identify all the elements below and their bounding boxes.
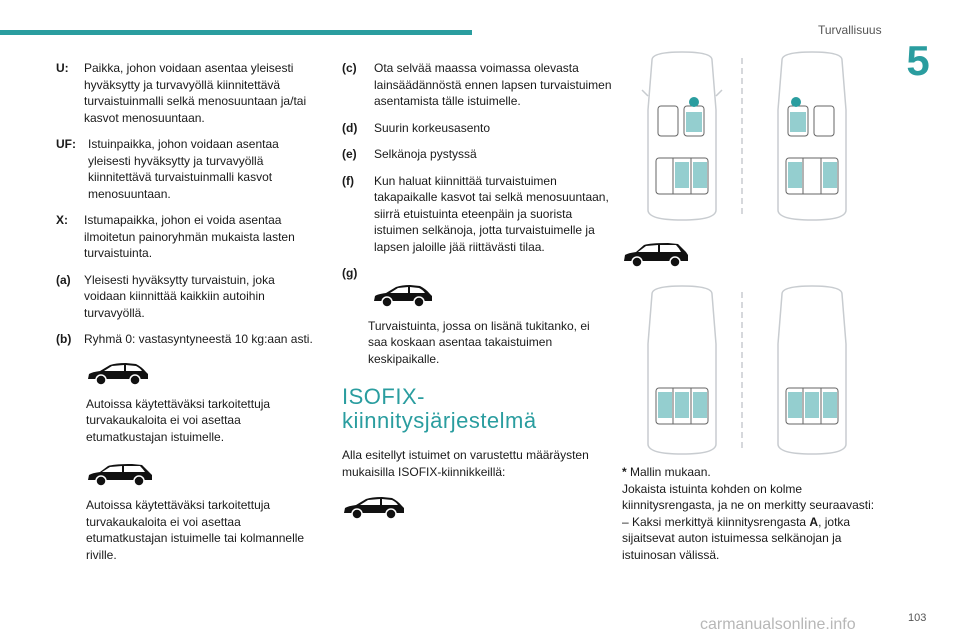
bullet-suffix: , jotka sijaitsevat auton istuimessa selkänojan ja istuinosan välissä. xyxy=(622,514,851,562)
legend-entry xyxy=(342,173,612,256)
legend-entry xyxy=(56,331,318,348)
footnote-line: Jokaista istuinta kohden on kolme kiinnitysrengasta, ja ne on merkitty seuraavasti: xyxy=(622,481,875,512)
note-text: Turvaistuinta, jossa on lisänä tukitanko, ei saa koskaan asentaa takaistuimen keskipaikalle. xyxy=(368,318,590,366)
legend-text: Yleisesti hyväksytty turvaistuin, joka voidaan kiinnittää kaikkiin autoihin turvavyöllä. xyxy=(84,272,275,320)
legend-text: Istumapaikka, johon ei voida asentaa ilmoitetun painoryhmän mukaista lasten turvaistuinta. xyxy=(84,213,295,260)
legend-text: Ota selvää maassa voimassa olevasta lainsäädännöstä ennen lapsen turvaistuimen asentamista tälle istuimelle. xyxy=(374,61,612,108)
car-icon xyxy=(372,284,612,308)
bullet-prefix: – Kaksi merkittyä kiinnitysrengasta xyxy=(622,514,810,529)
car-icon xyxy=(342,496,612,520)
legend-entry xyxy=(56,272,318,322)
legend-text: Ryhmä 0: vastasyntyneestä 10 kg:aan asti. xyxy=(84,332,313,346)
legend-entry xyxy=(56,60,318,126)
car-icon xyxy=(86,463,318,487)
legend-entry xyxy=(342,146,612,163)
legend-entry xyxy=(56,136,318,202)
watermark: carmanualsonline.info xyxy=(700,616,856,633)
isofix-heading-line1: ISOFIX- xyxy=(342,384,425,409)
footnote-star: * xyxy=(622,465,627,479)
note-text: Autoissa käytettäväksi tarkoitettuja turvakaukaloita ei voi asettaa etumatkustajan istuimelle tai kolmannelle riville. xyxy=(86,498,305,562)
legend-text: Istuinpaikka, johon voidaan asentaa yleisesti hyväksytty ja turvavyöllä kiinnitettävä turvaistuinmalli kasvot menosuuntaan. xyxy=(88,137,279,201)
car-icon xyxy=(86,362,318,386)
legend-key: (d) xyxy=(342,120,358,135)
legend-entry xyxy=(342,60,612,110)
middle-column xyxy=(342,60,612,520)
legend-key: U: xyxy=(56,61,69,75)
isofix-heading xyxy=(342,385,612,433)
legend-key: (f) xyxy=(342,173,354,188)
legend-text: Selkänoja pystyssä xyxy=(374,147,477,161)
page-number: 103 xyxy=(908,612,927,624)
chapter-number: 5 xyxy=(906,37,930,84)
legend-entry xyxy=(56,212,318,262)
note-text: Autoissa käytettäväksi tarkoitettuja turvakaukaloita ei voi asettaa etumatkustajan istuimelle. xyxy=(86,396,271,444)
legend-key: UF: xyxy=(56,137,76,151)
legend-key: X: xyxy=(56,213,68,227)
seat-diagram-5-seat xyxy=(622,50,862,222)
seat-diagram-7-seat xyxy=(622,284,862,456)
legend-entry xyxy=(342,265,612,282)
legend-text: Suurin korkeusasento xyxy=(374,120,491,135)
header-accent-bar xyxy=(0,30,472,35)
footnote-bullet xyxy=(622,514,897,564)
legend-key: (a) xyxy=(56,272,71,287)
legend-entry xyxy=(342,120,612,137)
legend-text: Paikka, johon voidaan asentaa yleisesti hyväksytty ja turvavyöllä kiinnitettävä turvaistuinmalli selkä menosuuntaan ja/tai kasvot menosuuntaan. xyxy=(84,61,307,125)
legend-key: (c) xyxy=(342,61,357,75)
car-icon xyxy=(622,240,692,270)
footnote xyxy=(622,464,897,563)
section-title: Turvallisuus xyxy=(818,23,882,37)
footnote-star-text: Mallin mukaan. xyxy=(626,465,711,479)
isofix-intro: Alla esitellyt istuimet on varustettu määräysten mukaisilla ISOFIX-kiinnikkeillä: xyxy=(342,448,589,479)
left-column xyxy=(56,60,318,581)
legend-key: (b) xyxy=(56,332,72,346)
footnote-line xyxy=(622,464,897,481)
legend-key: (e) xyxy=(342,147,357,161)
legend-text: Kun haluat kiinnittää turvaistuimen takapaikalle kasvot tai selkä menosuuntaan, siirrä etuistuinta eteenpäin ja suorista istuimen selkänoja, jotta turvaistuimelle ja lapsen jaloille jää riittävästi tilaa. xyxy=(374,173,609,254)
legend-key: (g) xyxy=(342,266,358,280)
bullet-bold: A xyxy=(809,514,819,529)
isofix-heading-line2: kiinnitysjärjestelmä xyxy=(342,408,537,433)
